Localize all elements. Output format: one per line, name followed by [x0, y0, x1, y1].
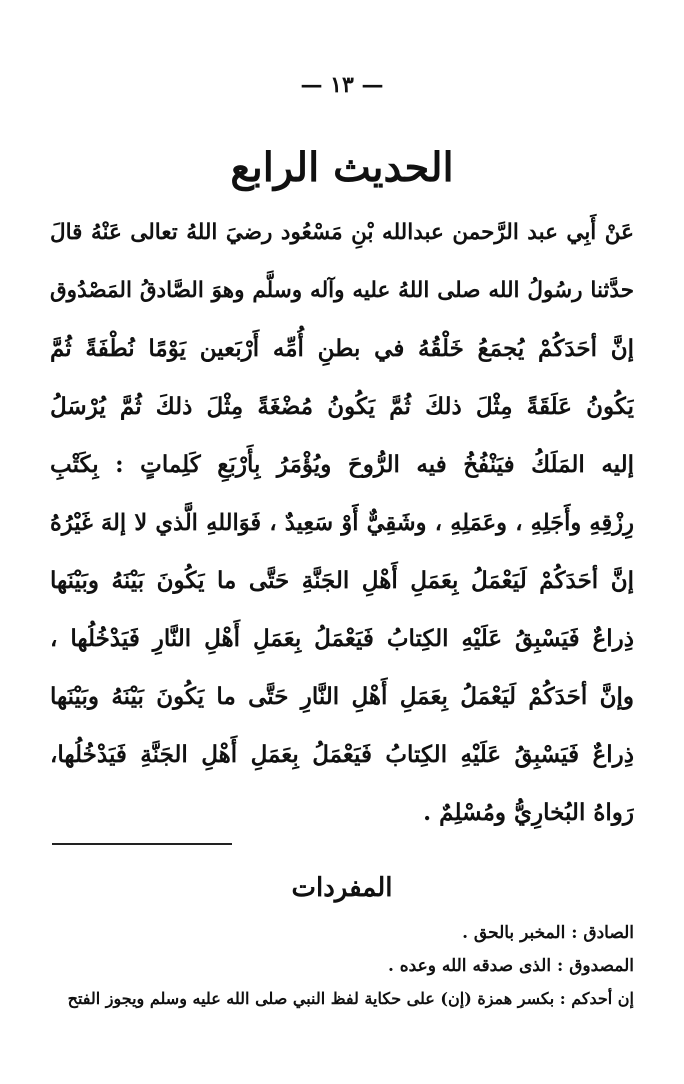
- vocabulary-item: المصدوق : الذى صدقه الله وعده .: [387, 956, 634, 976]
- text-line-attribution: رَواهُ البُخارِيُّ ومُسْلِمٌ .: [423, 799, 634, 826]
- text-line: حدَّثنا رسُولُ الله صلى اللهُ عليه وآله وسلَّم وهوَ الصَّادقُ المَصْدُوق: [50, 278, 634, 303]
- page-number: — ١٣ —: [300, 72, 384, 98]
- vocabulary-item: الصادق : المخبر بالحق .: [462, 923, 634, 943]
- vocabulary-list: [34, 918, 634, 1017]
- text-line: ذِراعٌ فَيَسْبِقُ عَلَيْهِ الكِتابُ فَيَعْمَلُ بِعَمَلِ أَهْلِ النَّارِ فَيَدْخُلُها ،: [50, 625, 634, 652]
- text-line: يَكُونُ عَلَقَةً مِثْلَ ذلكَ ثُمَّ يَكُونُ مُضْغَةً مِثْلَ ذلكَ ثُمَّ يُرْسَلُ: [50, 393, 634, 420]
- text-line: إنَّ أحَدَكُمْ لَيَعْمَلُ بِعَمَلِ أَهْلِ الجَنَّةِ حَتَّى ما يَكُونَ بَيْنَهُ وبَيْنَها: [50, 567, 634, 594]
- hadith-title: الحديث الرابع: [230, 144, 454, 191]
- text-line: إليه المَلَكُ فيَنْفُخُ فيه الرُّوحَ ويُؤْمَرُ بِأَرْبَعِ كَلِماتٍ : بِكَتْبِ: [50, 451, 634, 478]
- text-line: رِزْقِهِ وأَجَلِهِ ، وعَمَلِهِ ، وشَقِيٌّ أَوْ سَعِيدٌ ، فَوَاللهِ الَّذي لا إلهَ غَيْرُهُ: [50, 510, 634, 536]
- text-line: ذِراعٌ فَيَسْبِقُ عَلَيْهِ الكِتابُ فَيَعْمَلُ بِعَمَلِ أَهْلِ الجَنَّةِ فَيَدْخُلُها،: [50, 741, 634, 768]
- vocabulary-heading: المفردات: [291, 873, 393, 903]
- vocabulary-item: إن أحدكم : بكسر همزة (إن) على حكاية لفظ النبي صلى الله عليه وسلم ويجوز الفتح: [67, 989, 634, 1008]
- text-line: عَنْ أَبِي عبد الرَّحمن عبدالله بْنِ مَسْعُود رضيَ اللهُ تعالى عَنْهُ قالَ: [50, 220, 634, 245]
- hadith-text: [50, 208, 634, 846]
- text-line: وإنَّ أحَدَكُمْ لَيَعْمَلُ بِعَمَلِ أَهْلِ النَّارِ حَتَّى ما يَكُونَ بَيْنَهُ وبَيْنَها: [50, 683, 634, 710]
- section-divider: [52, 843, 232, 845]
- text-line: إنَّ أحَدَكُمْ يُجمَعُ خَلْقُهُ في بطنِ أُمِّه أَرْبَعين يَوْمًا نُطْفَةً ثُمَّ: [50, 335, 634, 362]
